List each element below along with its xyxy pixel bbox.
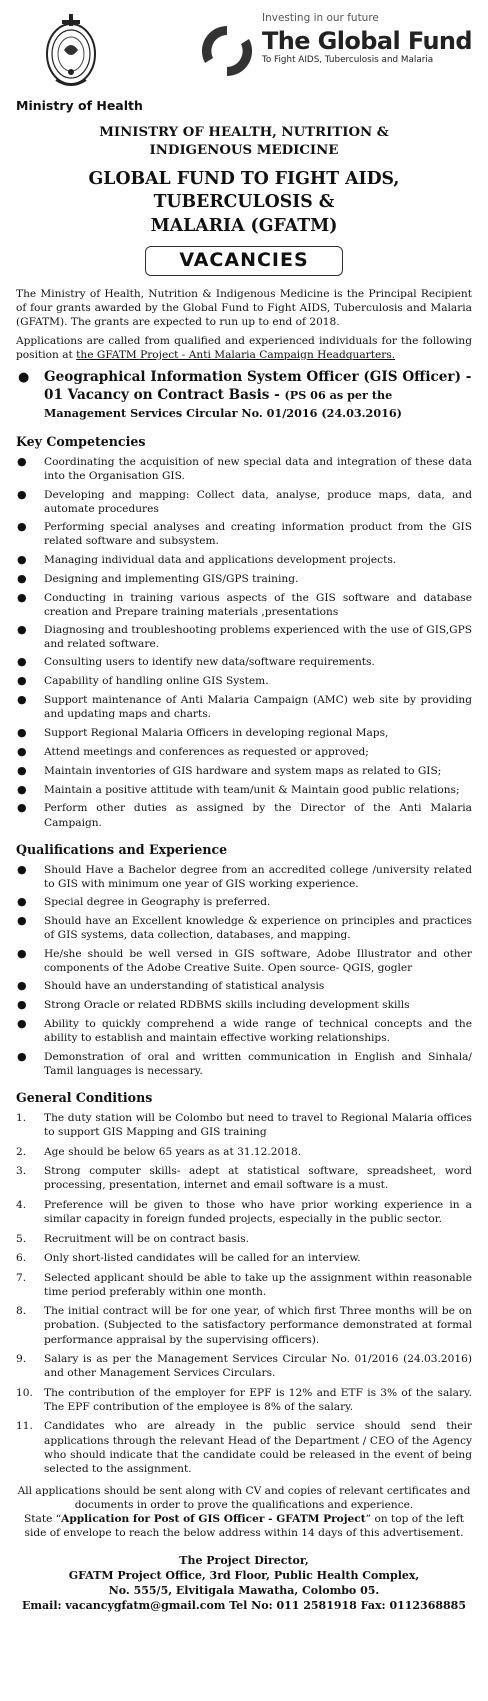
qualification-item-text: Should Have a Bachelor degree from an accredited college /university related to GIS with minimum one year of GIS working experience. [44, 863, 472, 891]
ministry-logo-block [16, 8, 143, 115]
gfatm-title-line-2: MALARIA (GFATM) [150, 215, 338, 236]
qualifications-list [16, 863, 472, 1078]
global-fund-subtitle: To Fight AIDS, Tuberculosis and Malaria [261, 55, 434, 66]
condition-text: Salary is as per the Management Services Circular No. 01/2016 (24.03.2016) and other Management Services Circulars. [44, 1353, 472, 1380]
bullet: ● [17, 571, 27, 585]
condition-number: 7. [16, 1271, 27, 1284]
condition-number: 4. [16, 1198, 27, 1211]
competency-item-text: Maintain inventories of GIS hardware and system maps as related to GIS; [44, 764, 442, 777]
bullet: ● [17, 590, 27, 604]
qualification-item-text: Should have an Excellent knowledge & experience on principles and practices of GIS systems, data collection, databases, and mapping. [44, 915, 472, 942]
condition-item [16, 1271, 472, 1299]
competency-item-text: Support maintenance of Anti Malaria Campaign (AMC) web site by providing and updating maps and charts. [44, 694, 472, 721]
ministry-title [16, 124, 472, 160]
competency-item-text: Diagnosing and troubleshooting problems experienced with the use of GIS,GPS and related software. [44, 624, 472, 651]
competency-item [16, 520, 472, 548]
condition-text: Recruitment will be on contract basis. [44, 1232, 250, 1245]
condition-text: Selected applicant should be able to take up the assignment within reasonable time period preferably within one month. [44, 1271, 472, 1298]
qualification-item [16, 895, 472, 910]
vacancies-banner: VACANCIES [145, 246, 343, 276]
bullet: ● [17, 674, 27, 688]
competency-item [16, 623, 472, 651]
gfatm-title-line-1: GLOBAL FUND TO FIGHT AIDS, TUBERCULOSIS & [88, 168, 400, 213]
position-grade: (PS 06 as per the Management Services Circular No. 01/2016 (24.03.2016) [44, 387, 402, 420]
conditions-list [16, 1111, 472, 1476]
condition-number: 6. [16, 1252, 27, 1265]
condition-text: Age should be below 65 years as at 31.12.2018. [44, 1145, 302, 1158]
bullet: ● [17, 1017, 27, 1031]
bullet: ● [17, 946, 27, 960]
closing-line-1: All applications should be sent along with CV and copies of relevant certificates and documents in order to prove the qualifications and experience. [17, 1484, 471, 1511]
bullet: ● [17, 520, 27, 534]
conditions-heading: General Conditions [16, 1089, 153, 1105]
bullet: ● [17, 998, 27, 1012]
competency-item-text: Developing and mapping: Collect data, analyse, produce maps, data, and automate procedures [44, 488, 472, 515]
competency-item-text: Designing and implementing GIS/GPS training. [44, 572, 299, 585]
condition-item [16, 1251, 472, 1265]
bullet: ● [17, 693, 27, 707]
bullet: ● [17, 455, 27, 469]
global-fund-swirl-icon [196, 20, 258, 82]
competency-item-text: Conducting in training various aspects of the GIS software and database creation and Prepare training materials ,presentations [44, 591, 472, 618]
qualification-item-text: Special degree in Geography is preferred. [44, 896, 271, 909]
competency-item [16, 655, 472, 670]
bullet: ● [17, 895, 27, 909]
bullet: ● [18, 369, 30, 385]
qualification-item-text: Strong Oracle or related RDBMS skills including development skills [44, 999, 410, 1012]
condition-item [16, 1386, 472, 1414]
condition-number: 9. [16, 1353, 27, 1366]
competency-item [16, 783, 472, 798]
bullet: ● [17, 744, 27, 758]
condition-number: 3. [16, 1165, 27, 1178]
condition-text: The contribution of the employer for EPF is 12% and ETF is 3% of the salary. The EPF contribution of the employee is 8% of the salary. [44, 1386, 472, 1413]
state-suffix: ” on top of the left side of envelope to reach the below address within 14 days of this advertisement. [24, 1513, 465, 1540]
competency-item-text: Attend meetings and conferences as requested or approved; [44, 745, 369, 758]
closing-instructions [16, 1484, 472, 1541]
qualification-item-text: Should have an understanding of statistical analysis [44, 980, 325, 993]
position-title [16, 368, 472, 422]
qualification-item [16, 914, 472, 942]
contact-address [16, 1553, 472, 1614]
competency-item [16, 455, 472, 483]
condition-text: Preference will be given to those who have prior working experience in a similar capacity in foreign funded projects, especially in the public sector. [44, 1198, 472, 1226]
qualification-item-text: He/she should be well versed in GIS software, Adobe Illustrator and other components of the Adobe Creative Suite. Open source- QGIS, gogler [44, 947, 472, 974]
qualification-item-text: Demonstration of oral and written communication in English and Sinhala/ Tamil languages is necessary. [44, 1050, 472, 1077]
bullet: ● [17, 655, 27, 669]
condition-item [16, 1352, 472, 1380]
condition-item [16, 1164, 472, 1192]
ministry-title-line-1: MINISTRY OF HEALTH, NUTRITION & [99, 125, 389, 140]
competencies-heading: Key Competencies [16, 433, 146, 449]
global-fund-name: The Global Fund [261, 26, 472, 55]
condition-text: The duty station will be Colombo but need to travel to Regional Malaria offices to support GIS Mapping and GIS training [44, 1112, 472, 1139]
competency-item [16, 693, 472, 721]
envelope-label: Application for Post of GIS Officer - GFATM Project [61, 1513, 366, 1526]
qualification-item-text: Ability to quickly comprehend a wide range of technical concepts and the ability to establish and maintain effective working relationships. [44, 1018, 472, 1045]
bullet: ● [17, 782, 27, 796]
condition-text: The initial contract will be for one year, of which first Three months will be on probation. (Subjected to the satisfactory performance demonstrated at formal performance appraisal by the supervising officers). [44, 1305, 472, 1346]
bullet: ● [17, 862, 27, 876]
competency-item [16, 726, 472, 741]
address-line-1: The Project Director, [179, 1553, 309, 1567]
address-line-3: No. 555/5, Elvitigala Mawatha, Colombo 05. [108, 1583, 380, 1597]
condition-number: 8. [16, 1305, 27, 1318]
condition-item [16, 1198, 472, 1226]
applications-paragraph [16, 335, 472, 363]
condition-item [16, 1304, 472, 1346]
ministry-title-line-2: INDIGENOUS MEDICINE [149, 142, 339, 158]
condition-text: Candidates who are already in the public service should send their applications through the relevant Head of the Department / CEO of the Agency who should indicate that the candidate could be released in the event of being selected to the assignment. [44, 1420, 472, 1475]
competency-item [16, 674, 472, 689]
bullet: ● [17, 725, 27, 739]
competency-item-text: Consulting users to identify new data/software requirements. [44, 656, 375, 669]
bullet: ● [17, 623, 27, 636]
closing-line-2 [16, 1512, 472, 1540]
competency-item-text: Maintain a positive attitude with team/unit & Maintain good public relations; [44, 783, 460, 796]
state-prefix: State “ [23, 1513, 62, 1526]
project-location: the GFATM Project - Anti Malaria Campaign Headquarters. [76, 348, 396, 361]
bullet: ● [17, 1049, 27, 1063]
condition-number: 11. [16, 1420, 33, 1433]
condition-number: 1. [16, 1112, 27, 1125]
competency-item [16, 764, 472, 779]
qualification-item [16, 979, 472, 994]
competency-item [16, 801, 472, 829]
intro-paragraph: The Ministry of Health, Nutrition & Indigenous Medicine is the Principal Recipient of four grants awarded by the Global Fund to Fight AIDS, Tuberculosis and Malaria (GFATM). The grants are expected to run up to end of 2018. [16, 287, 472, 328]
condition-text: Only short-listed candidates will be called for an interview. [44, 1252, 361, 1265]
competency-item [16, 572, 472, 587]
bullet: ● [17, 914, 27, 928]
condition-item [16, 1145, 472, 1159]
qualification-item [16, 1017, 472, 1045]
applications-text: Applications are called from qualified and experienced individuals for the following position at [16, 334, 472, 361]
qualifications-heading: Qualifications and Experience [16, 841, 228, 857]
contact-line: Email: vacancygfatm@gmail.com Tel No: 011 2581918 Fax: 0112368885 [22, 1599, 466, 1613]
competency-item-text: Support Regional Malaria Officers in developing regional Maps, [44, 726, 389, 739]
global-fund-tagline: Investing in our future [261, 12, 379, 24]
competency-item-text: Perform other duties as assigned by the Director of the Anti Malaria Campaign. [44, 802, 472, 829]
sri-lanka-emblem-icon [42, 10, 100, 90]
qualification-item [16, 998, 472, 1013]
bullet: ● [17, 487, 27, 501]
competency-item-text: Managing individual data and applications development projects. [44, 553, 397, 566]
condition-number: 10. [16, 1386, 33, 1399]
address-line-2: GFATM Project Office, 3rd Floor, Public Health Complex, [68, 1568, 420, 1582]
condition-number: 5. [16, 1232, 27, 1245]
competency-item [16, 488, 472, 516]
competency-item [16, 745, 472, 760]
competency-item [16, 553, 472, 568]
condition-number: 2. [16, 1145, 27, 1158]
bullet: ● [17, 552, 27, 566]
competency-item [16, 591, 472, 619]
competencies-list [16, 455, 472, 829]
condition-item [16, 1111, 472, 1139]
qualification-item [16, 947, 472, 975]
header [16, 8, 472, 120]
competency-item-text: Coordinating the acquisition of new special data and integration of these data into the Organisation GIS. [44, 456, 472, 483]
bullet: ● [17, 979, 27, 993]
bullet: ● [17, 801, 27, 815]
ministry-of-health-label: Ministry of Health [16, 98, 143, 114]
condition-text: Strong computer skills- adept at statistical software, spreadsheet, word processing, presentation, internet and email software is a must. [44, 1165, 472, 1192]
condition-item [16, 1419, 472, 1475]
position-name: Geographical Information System Officer (GIS Officer) - 01 Vacancy on Contract Basis - [44, 368, 472, 403]
competency-item-text: Capability of handling online GIS System. [44, 675, 269, 688]
qualification-item [16, 863, 472, 891]
gfatm-title [16, 168, 472, 238]
global-fund-logo-block [196, 12, 472, 82]
qualification-item [16, 1050, 472, 1078]
competency-item-text: Performing special analyses and creating information product from the GIS related software and subsystem. [44, 521, 472, 548]
condition-item [16, 1232, 472, 1246]
bullet: ● [17, 763, 27, 777]
